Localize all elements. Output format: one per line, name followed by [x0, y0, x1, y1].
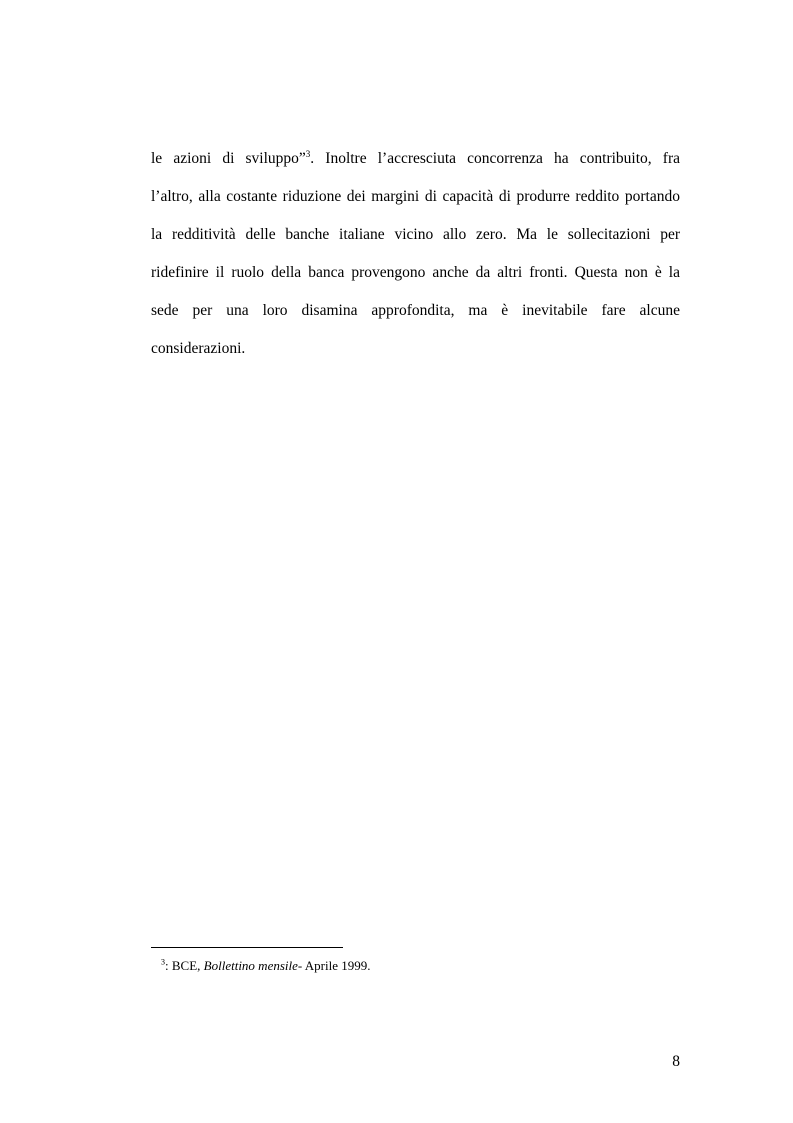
paragraph-line-4: ridefinire il ruolo della banca provengono anche da altri fronti. Questa non è la: [151, 264, 680, 281]
footnote-suffix: - Aprile 1999.: [297, 958, 371, 973]
footnote: [161, 957, 370, 975]
paragraph-line-5: sede per una loro disamina approfondita, ma è inevitabile fare alcune: [151, 302, 680, 319]
paragraph-line-3: la redditività delle banche italiane vicino allo zero. Ma le sollecitazioni per: [151, 226, 680, 243]
paragraph-line-6: considerazioni.: [151, 340, 246, 357]
footnote-separator: [151, 947, 343, 948]
footnote-publication-title: Bollettino mensile: [203, 958, 298, 973]
line-1-text-continued: . Inoltre l’accresciuta concorrenza ha contribuito, fra: [310, 150, 680, 167]
footnote-prefix: : BCE,: [165, 958, 204, 973]
paragraph-line-1: [151, 146, 680, 184]
line-1-text: le azioni di sviluppo”: [151, 150, 306, 167]
paragraph-line-2: l’altro, alla costante riduzione dei margini di capacità di produrre reddito portando: [151, 188, 680, 205]
body-paragraph: [151, 146, 680, 374]
page-number: 8: [672, 1053, 680, 1070]
footnote-marker: 3: [161, 957, 165, 967]
footnote-reference: 3: [305, 148, 311, 159]
